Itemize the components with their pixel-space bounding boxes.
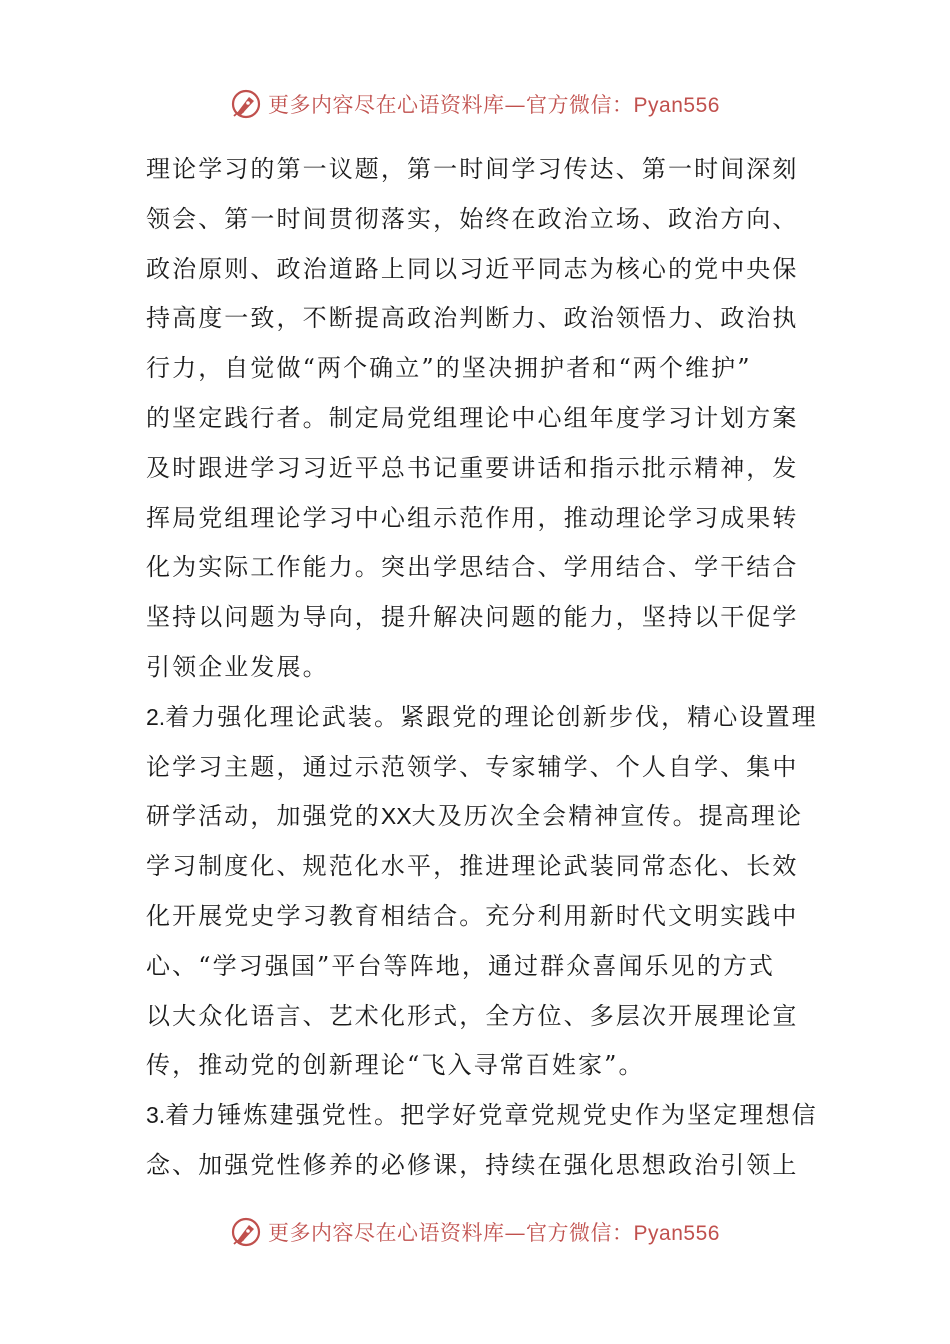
body-line: 心、“学习强国”平台等阵地，通过群众喜闻乐见的方式 <box>146 951 776 980</box>
body-line: 传，推动党的创新理论“飞入寻常百姓家”。 <box>146 1051 645 1080</box>
header-banner <box>0 84 950 124</box>
text-span: 大及历次全会精神宣传。提高理论 <box>411 802 804 831</box>
item-2-heading <box>146 693 818 743</box>
body-line: 化开展党史学习教育相结合。充分利用新时代文明实践中 <box>146 901 799 930</box>
wechat-id: Pyan556 <box>633 1222 720 1245</box>
body-line: 坚持以问题为导向，提升解决问题的能力，坚持以干促学 <box>146 603 799 632</box>
body-line: 政治原则、政治道路上同以习近平同志为核心的党中央保 <box>146 254 799 283</box>
body-line: 学习制度化、规范化水平，推进理论武装同常态化、长效 <box>146 852 799 881</box>
body-line: 及时跟进学习习近平总书记重要讲话和指示批示精神，发 <box>146 453 799 482</box>
body-line: 论学习主题，通过示范领学、专家辅学、个人自学、集中 <box>146 752 799 781</box>
banner-slogan: 更多内容尽在心语资料库—官方微信： <box>268 1221 634 1245</box>
body-line: 化为实际工作能力。突出学思结合、学用结合、学干结合 <box>146 553 799 582</box>
pen-nib-logo-icon <box>230 1216 262 1248</box>
pen-nib-logo-icon <box>230 88 262 120</box>
body-line: 持高度一致，不断提高政治判断力、政治领悟力、政治执 <box>146 304 799 333</box>
body-line: 理论学习的第一议题，第一时间学习传达、第一时间深刻 <box>146 155 799 183</box>
body-line: 的坚定践行者。制定局党组理论中心组年度学习计划方案 <box>146 403 799 432</box>
body-line: 引领企业发展。 <box>146 652 329 681</box>
item-2-first-line: 着力强化理论武装。紧跟党的理论创新步伐，精心设置理 <box>165 702 818 731</box>
item-number: 2. <box>146 703 166 730</box>
wechat-id: Pyan556 <box>633 94 720 117</box>
body-line: 念、加强党性修养的必修课，持续在强化思想政治引领上 <box>146 1150 799 1179</box>
footer-banner <box>0 1212 950 1252</box>
body-line: 行力，自觉做“两个确立”的坚决拥护者和“两个维护” <box>146 354 752 383</box>
body-line <box>146 792 806 842</box>
body-line: 挥局党组理论学习中心组示范作用，推动理论学习成果转 <box>146 503 799 532</box>
banner-slogan: 更多内容尽在心语资料库—官方微信： <box>268 93 634 117</box>
document-body <box>146 145 818 1191</box>
text-span: 研学活动，加强党的 <box>146 802 381 831</box>
item-3-first-line: 着力锤炼建强党性。把学好党章党规党史作为坚定理想信 <box>165 1101 818 1130</box>
banner-text <box>268 1217 720 1247</box>
body-line: 以大众化语言、艺术化形式，全方位、多层次开展理论宣 <box>146 1001 799 1030</box>
xx-placeholder: XX <box>380 803 412 830</box>
item-number: 3. <box>146 1102 166 1129</box>
item-3-heading <box>146 1091 818 1141</box>
banner-text <box>268 89 720 119</box>
body-line: 领会、第一时间贯彻落实，始终在政治立场、政治方向、 <box>146 204 799 233</box>
